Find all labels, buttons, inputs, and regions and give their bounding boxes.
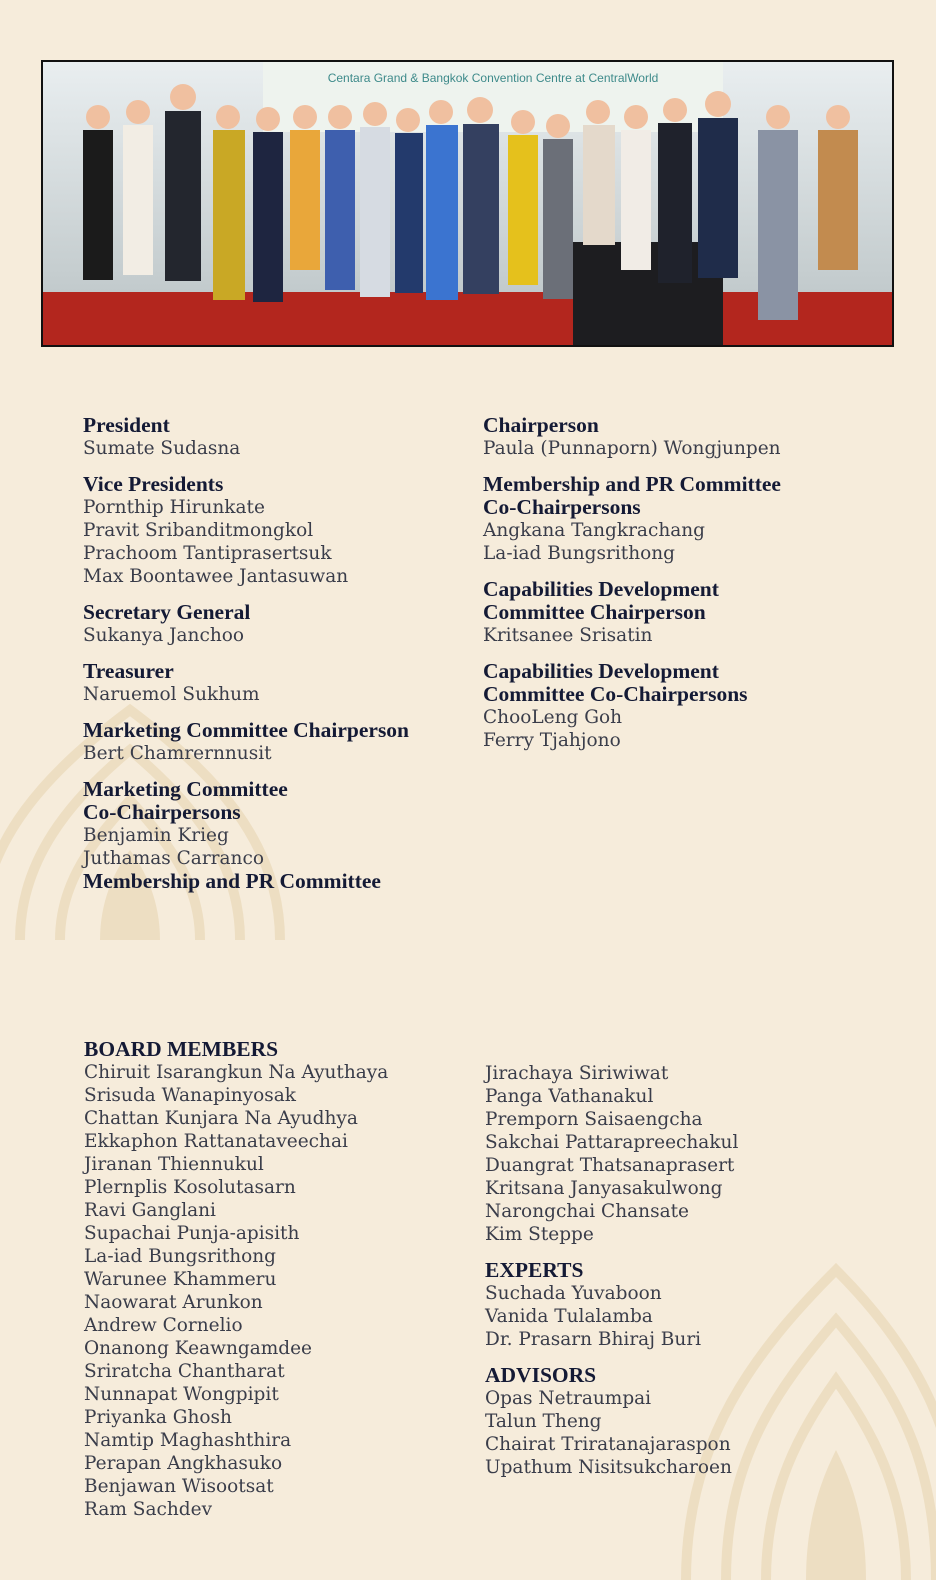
board-member: Premporn Saisaengcha: [485, 1109, 703, 1130]
board-member: Supachai Punja-apisith: [84, 1223, 300, 1244]
board-members-title: BOARD MEMBERS: [84, 1037, 279, 1061]
board-member: Onanong Keawngamdee: [84, 1338, 313, 1359]
board-member: Benjawan Wisootsat: [84, 1476, 274, 1497]
advisor-name: Upathum Nisitsukcharoen: [485, 1457, 732, 1478]
member-name: Kritsanee Srisatin: [483, 625, 653, 646]
experts-title: EXPERTS: [485, 1258, 584, 1282]
member-name: Angkana Tangkrachang: [483, 520, 706, 541]
role-title: Committee Co-Chairpersons: [483, 682, 748, 706]
role-title: Marketing Committee: [83, 777, 288, 801]
board-member: Perapan Angkhasuko: [84, 1453, 283, 1474]
committee-right-column: [483, 414, 883, 765]
board-member: Sriratcha Chantharat: [84, 1361, 285, 1382]
member-name: Max Boontawee Jantasuwan: [83, 566, 349, 587]
photo-banner-text: Centara Grand & Bangkok Convention Centre at CentralWorld: [327, 71, 659, 85]
member-name: Pornthip Hirunkate: [83, 497, 265, 518]
member-name: La-iad Bungsrithong: [483, 543, 676, 564]
role-title: Vice Presidents: [83, 472, 224, 496]
expert-name: Suchada Yuvaboon: [485, 1283, 662, 1304]
committee-group-treasurer: [83, 660, 463, 706]
board-member: Kritsana Janyasakulwong: [485, 1178, 723, 1199]
board-members-right-list: [485, 1062, 885, 1246]
role-title: Committee Chairperson: [483, 600, 706, 624]
role-title: Treasurer: [83, 659, 174, 683]
board-member: Jirachaya Siriwiwat: [485, 1063, 669, 1084]
board-member: Srisuda Wanapinyosak: [84, 1085, 296, 1106]
advisors-group: [485, 1364, 885, 1479]
committee-group-capabilities-chair: [483, 578, 883, 647]
member-name: ChooLeng Goh: [483, 707, 623, 728]
member-name: Ferry Tjahjono: [483, 730, 621, 751]
board-member: Priyanka Ghosh: [84, 1407, 232, 1428]
advisors-title: ADVISORS: [485, 1363, 597, 1387]
board-member: Chiruit Isarangkun Na Ayuthaya: [84, 1062, 389, 1083]
committee-group-vice-presidents: [83, 473, 463, 588]
advisor-name: Talun Theng: [485, 1411, 602, 1432]
expert-name: Dr. Prasarn Bhiraj Buri: [485, 1329, 702, 1350]
board-member: Namtip Maghashthira: [84, 1430, 292, 1451]
board-member: Jiranan Thiennukul: [84, 1154, 264, 1175]
board-member: Andrew Cornelio: [84, 1315, 243, 1336]
board-member: Plernplis Kosolutasarn: [84, 1177, 296, 1198]
board-member: Chattan Kunjara Na Ayudhya: [84, 1108, 358, 1129]
role-title: President: [83, 413, 170, 437]
role-title: Secretary General: [83, 600, 251, 624]
role-title: Co-Chairpersons: [483, 495, 641, 519]
role-title: Co-Chairpersons: [83, 800, 241, 824]
board-member: Duangrat Thatsanaprasert: [485, 1155, 735, 1176]
board-member: Naowarat Arunkon: [84, 1292, 263, 1313]
role-title: Marketing Committee Chairperson: [83, 718, 410, 742]
board-member: Nunnapat Wongpipit: [84, 1384, 279, 1405]
advisor-name: Chairat Triratanajaraspon: [485, 1434, 731, 1455]
committee-group-marketing-chair: [83, 719, 463, 765]
board-member: Kim Steppe: [485, 1224, 594, 1245]
member-name: Pravit Sribanditmongkol: [83, 520, 314, 541]
member-name: Prachoom Tantiprasertsuk: [83, 543, 332, 564]
role-title: Capabilities Development: [483, 659, 719, 683]
committee-group-secretary-general: [83, 601, 463, 647]
board-member: Narongchai Chansate: [485, 1201, 689, 1222]
group-photo-illustration: [43, 62, 892, 345]
board-members-right: [485, 1062, 885, 1492]
member-name: Naruemol Sukhum: [83, 684, 260, 705]
committee-group-chairperson: [483, 414, 883, 460]
role-title: Chairperson: [483, 413, 599, 437]
board-members-left: [84, 1038, 464, 1521]
board-member: Sakchai Pattarapreechakul: [485, 1132, 739, 1153]
committee-group-marketing-cochairs: [83, 778, 463, 893]
board-member: Panga Vathanakul: [485, 1086, 654, 1107]
committee-group-membership-pr: [483, 473, 883, 565]
experts-group: [485, 1259, 885, 1351]
committee-group-capabilities-cochairs: [483, 660, 883, 752]
board-member: Ravi Ganglani: [84, 1200, 216, 1221]
committee-group-president: [83, 414, 463, 460]
member-name: Bert Chamrernnusit: [83, 743, 272, 764]
member-name: Benjamin Krieg: [83, 825, 229, 846]
role-title: Membership and PR Committee: [483, 472, 781, 496]
board-member: La-iad Bungsrithong: [84, 1246, 277, 1267]
member-name: Sumate Sudasna: [83, 438, 241, 459]
board-member: Warunee Khammeru: [84, 1269, 277, 1290]
expert-name: Vanida Tulalamba: [485, 1306, 653, 1327]
advisor-name: Opas Netraumpai: [485, 1388, 652, 1409]
role-title-trailing: Membership and PR Committee: [83, 869, 381, 893]
board-member: Ekkaphon Rattanataveechai: [84, 1131, 348, 1152]
group-photo: [41, 60, 894, 347]
member-name: Paula (Punnaporn) Wongjunpen: [483, 438, 781, 459]
committee-left-column: [83, 414, 463, 893]
board-member: Ram Sachdev: [84, 1499, 213, 1520]
member-name: Sukanya Janchoo: [83, 625, 245, 646]
role-title: Capabilities Development: [483, 577, 719, 601]
member-name: Juthamas Carranco: [83, 848, 264, 869]
